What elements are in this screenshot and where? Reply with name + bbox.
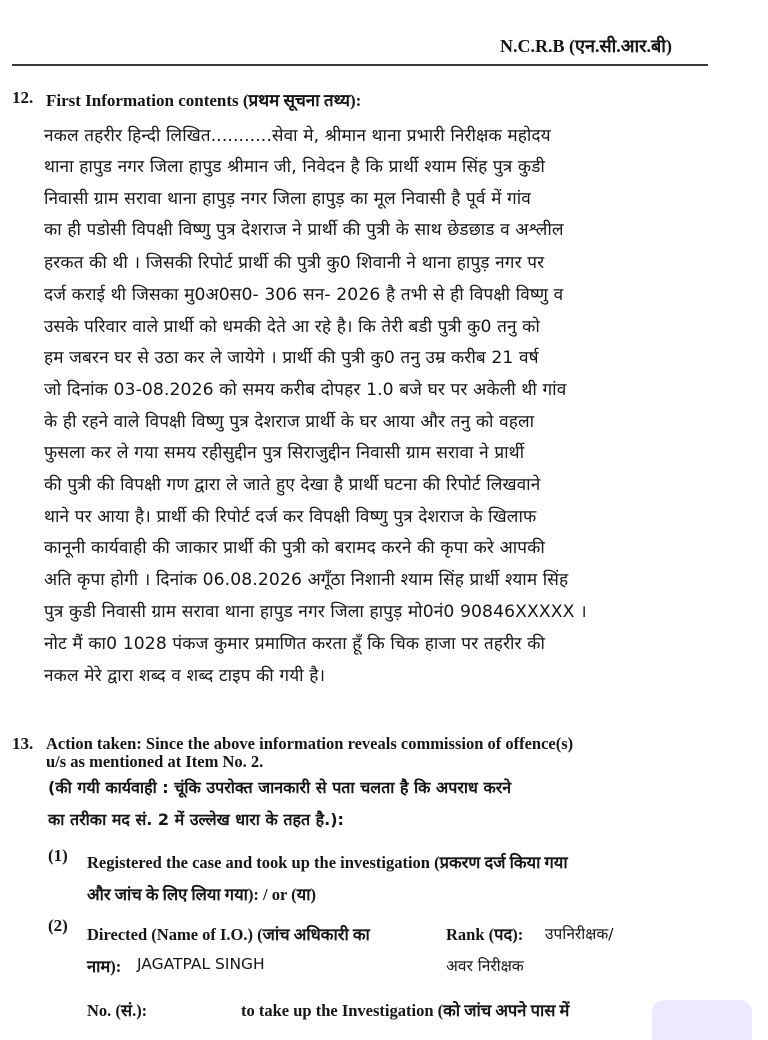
item-1-number: (1) xyxy=(48,846,68,865)
corner-overlay-tab xyxy=(652,1000,752,1040)
paragraph-line: थाने पर आया है। प्रार्थी की रिपोर्ट दर्ज कर विपक्षी विष्णु पुत्र देशराज के खिलाफ xyxy=(44,507,537,527)
paragraph-line: हरकत की थी । जिसकी रिपोर्ट प्रार्थी की पुत्री कु0 शिवानी ने थाना हापुड़ नगर पर xyxy=(44,253,545,273)
paragraph-line: के ही रहने वाले विपक्षी विष्णु पुत्र देशराज प्रार्थी के घर आया और तनु को वहला xyxy=(44,412,535,432)
paragraph-line: थाना हापुड नगर जिला हापुड श्रीमान जी, निवेदन है कि प्रार्थी श्याम सिंह पुत्र कुडी xyxy=(44,157,545,177)
paragraph-line: फुसला कर ले गया समय रहीसुद्दीन पुत्र सिराजुद्दीन निवासी ग्राम सरावा ने प्रार्थी xyxy=(44,443,525,463)
paragraph-line: नकल तहरीर हिन्दी लिखित...........सेवा मे, श्रीमान थाना प्रभारी निरीक्षक महोदय xyxy=(44,126,551,146)
rank-value-continued: अवर निरीक्षक xyxy=(446,957,524,975)
section-13-title-line: u/s as mentioned at Item No. 2. xyxy=(46,752,264,771)
paragraph-line: जो दिनांक 03-08.2026 को समय करीब दोपहर 1.0 बजे घर पर अकेली थी गांव xyxy=(44,380,567,400)
paragraph-line: कानूनी कार्यवाही की जाकार प्रार्थी की पुत्री को बरामद करने की कृपा करे आपकी xyxy=(44,538,545,558)
paragraph-line: नोट मैं का0 1028 पंकज कुमार प्रमाणित करता हूँ कि चिक हाजा पर तहरीर की xyxy=(44,634,545,654)
section-12-title: First Information contents (प्रथम सूचना तथ्य): xyxy=(46,91,362,110)
paragraph-line: पुत्र कुडी निवासी ग्राम सरावा थाना हापुड नगर जिला हापुड़ मो0नं0 90846XXXXX । xyxy=(44,602,587,622)
paragraph-line: की पुत्री की विपक्षी गण द्वारा ले जाते हुए देखा है प्रार्थी घटना की रिपोर्ट लिखवाने xyxy=(44,475,541,495)
rank-value: उपनिरीक्षक/ xyxy=(545,925,614,943)
item-2-number: (2) xyxy=(48,916,68,935)
io-name-label-continued: नाम): xyxy=(87,957,122,976)
section-13-hindi-line: का तरीका मद सं. 2 में उल्लेख धारा के तहत है.): xyxy=(48,810,344,829)
header-divider xyxy=(12,64,708,66)
paragraph-line: निवासी ग्राम सरावा थाना हापुड़ नगर जिला हापुड़ का मूल निवासी है पूर्व में गांव xyxy=(44,189,531,209)
paragraph-line: नकल मेरे द्वारा शब्द व शब्द टाइप की गयी है। xyxy=(44,666,326,686)
paragraph-line: अति कृपा होगी । दिनांक 06.08.2026 अगूँठा निशानी श्याम सिंह प्रार्थी श्याम सिंह xyxy=(44,570,569,590)
take-up-investigation-text: to take up the Investigation (को जांच अपने पास में xyxy=(241,1001,570,1020)
section-13-number: 13. xyxy=(12,734,34,753)
case-no-label: No. (सं.): xyxy=(87,1001,148,1020)
io-name-label: Directed (Name of I.O.) (जांच अधिकारी का xyxy=(87,925,370,944)
rank-label: Rank (पद): xyxy=(446,925,524,944)
ncrb-code: N.C.R.B (एन.सी.आर.बी) xyxy=(500,36,672,56)
paragraph-line: का ही पडोसी विपक्षी विष्णु पुत्र देशराज ने प्रार्थी की पुत्री के साथ छेडछाड व अश्लील xyxy=(44,220,564,240)
paragraph-line: हम जबरन घर से उठा कर ले जायेगे । प्रार्थी की पुत्री कु0 तनु उम्र करीब 21 वर्ष xyxy=(44,348,539,368)
item-1-text-continued: और जांच के लिए लिया गया): / or (या) xyxy=(87,885,316,904)
section-13-title-line: Action taken: Since the above information reveals commission of offence(s) xyxy=(46,734,574,753)
section-12-number: 12. xyxy=(12,88,34,107)
section-13-hindi-line: (की गयी कार्यवाही : चूंकि उपरोक्त जानकारी से पता चलता है कि अपराध करने xyxy=(48,778,512,797)
paragraph-line: उसके परिवार वाले प्रार्थी को धमकी देते आ रहे है। कि तेरी बडी पुत्री कु0 तनु को xyxy=(44,317,540,337)
item-1-text: Registered the case and took up the investigation (प्रकरण दर्ज किया गया xyxy=(87,853,568,872)
io-name-value: JAGATPAL SINGH xyxy=(137,955,265,973)
paragraph-line: दर्ज कराई थी जिसका मु0अ0स0- 306 सन- 2026 है तभी से ही विपक्षी विष्णु व xyxy=(44,285,564,305)
